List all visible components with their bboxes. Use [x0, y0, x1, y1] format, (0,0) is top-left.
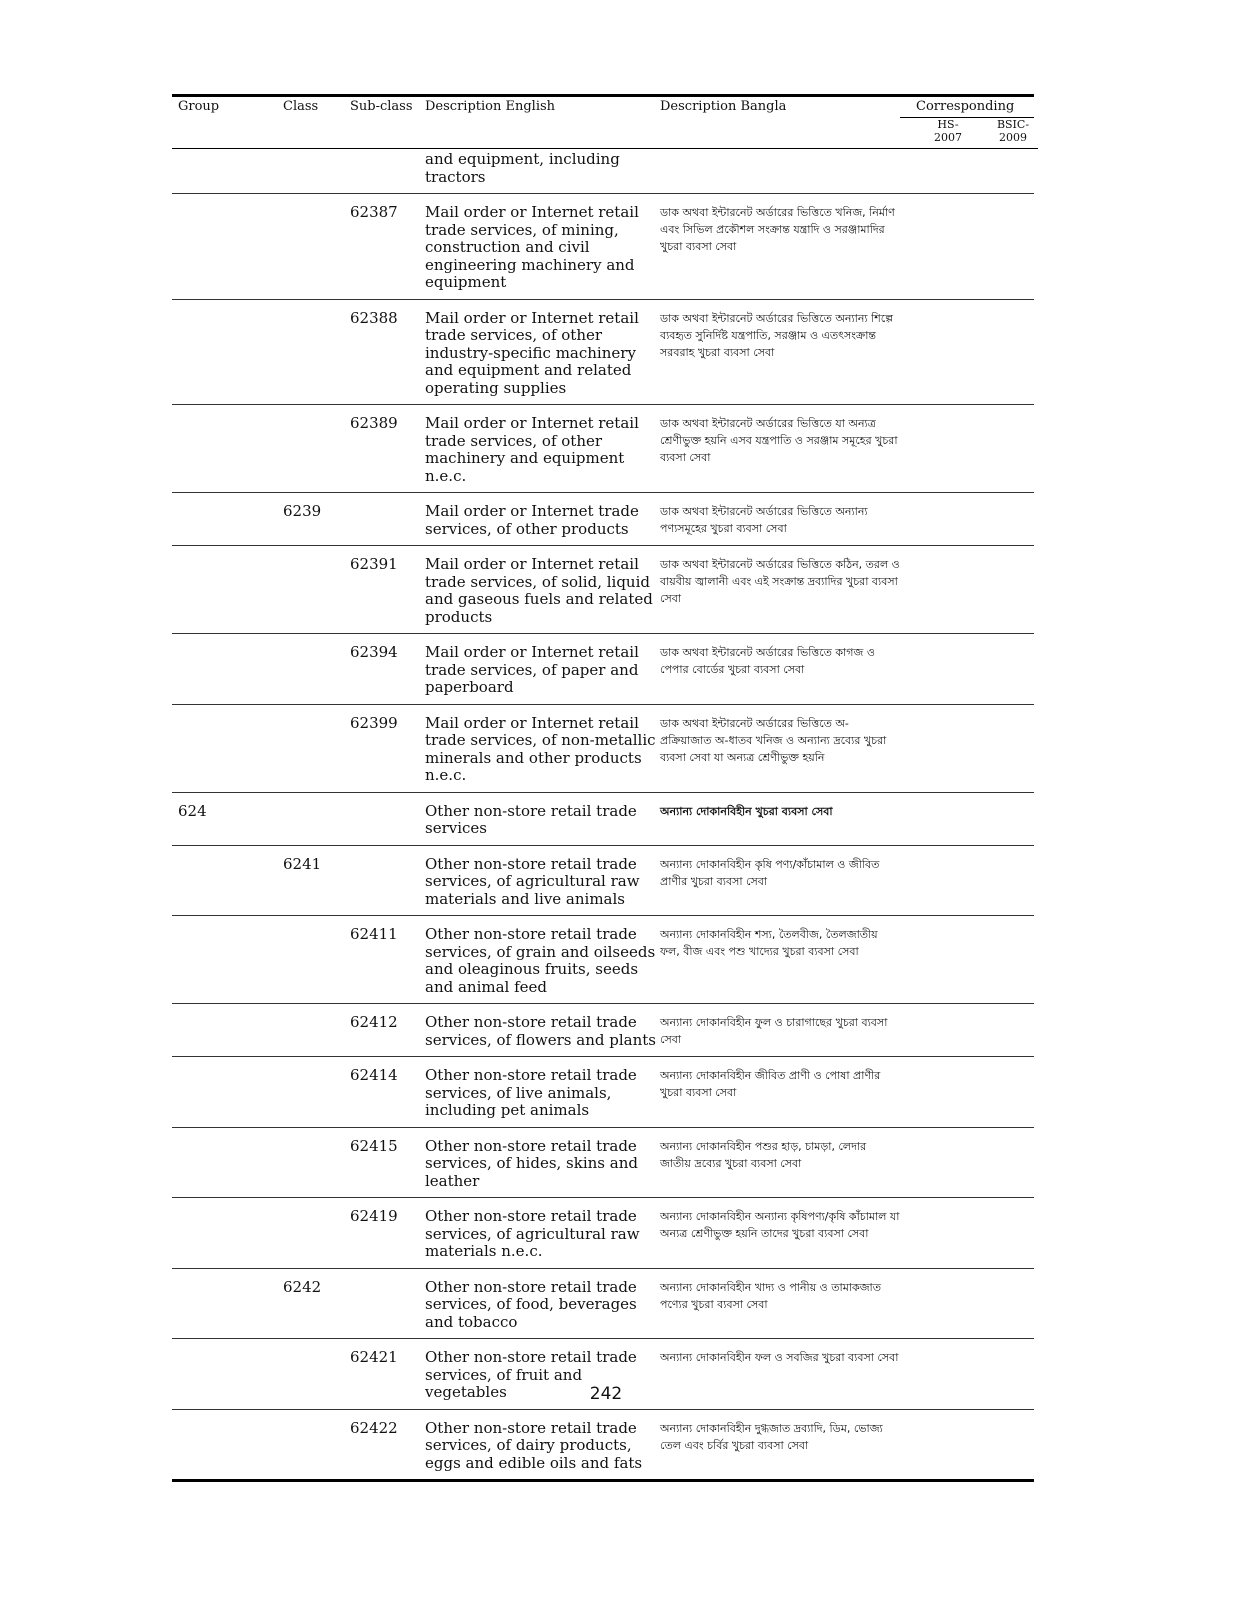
header-group: Group [178, 99, 220, 114]
cell-subclass: 62388 [350, 308, 398, 327]
table-row [172, 300, 1034, 406]
table-row [172, 705, 1034, 793]
table-row [172, 1410, 1034, 1483]
cell-subclass: 62389 [350, 414, 398, 432]
classification-table [172, 94, 1034, 1482]
cell-description-bangla: অন্যান্য দোকানবিহীন শস্য, তৈলবীজ, তৈলজাতীয় ফল, বীজ এবং পশু খাদ্যের খুচরা ব্যবসা সেবা [660, 928, 878, 958]
header-hs-2007: HS- 2007 [934, 118, 962, 144]
cell-subclass: 62412 [350, 1013, 398, 1031]
cell-group [172, 644, 283, 697]
table-row [172, 1128, 1034, 1199]
page-number: 242 [589, 1384, 623, 1404]
cell-subclass: 62391 [350, 555, 398, 573]
header-description-bangla: Description Bangla [660, 99, 787, 114]
cell-description-bangla [660, 151, 900, 186]
cell-group [172, 1279, 283, 1332]
header-divider [172, 148, 1038, 149]
table-row [172, 916, 1034, 1004]
cell-subclass [350, 856, 425, 909]
cell-description-english: Mail order or Internet retail trade services, of other industry-specific machinery and equipment and related operating supplies [425, 308, 639, 397]
cell-group [172, 1208, 283, 1261]
cell-class [283, 1067, 350, 1120]
cell-group [172, 556, 283, 626]
cell-description-bangla: ডাক অথবা ইন্টারনেট অর্ডারের ভিত্তিতে কাগজ ও পেপার বোর্ডের খুচরা ব্যবসা সেবা [660, 646, 875, 676]
header-class: Class [283, 99, 319, 114]
cell-class [283, 1208, 350, 1261]
table-row [172, 793, 1034, 846]
table-row [172, 634, 1034, 705]
cell-subclass: 62387 [350, 203, 398, 221]
cell-description-bangla: ডাক অথবা ইন্টারনেট অর্ডারের ভিত্তিতে কঠিন, তরল ও বায়বীয় জ্বালানী এবং এই সংক্রান্ত দ্রব্যাদির খুচরা ব্যবসা সেবা [660, 558, 900, 605]
cell-class [283, 926, 350, 996]
cell-description-english: Other non-store retail trade services, of grain and oilseeds and oleaginous fruits, seeds and animal feed [425, 925, 656, 996]
header-subclass: Sub-class [350, 99, 413, 114]
cell-description-bangla: অন্যান্য দোকানবিহীন দুগ্ধজাত দ্রব্যাদি, ডিম, ভোজ্য তেল এবং চর্বির খুচরা ব্যবসা সেবা [660, 1421, 883, 1452]
cell-description-bangla: অন্যান্য দোকানবিহীন অন্যান্য কৃষিপণ্য/কৃষি কাঁচামাল যা অন্যত্র শ্রেণীভুক্ত হয়নি তাদের খুচরা ব্যবসা সেবা [660, 1210, 900, 1240]
cell-subclass: 62422 [350, 1418, 398, 1437]
cell-subclass: 62399 [350, 713, 398, 732]
cell-class [283, 715, 350, 785]
cell-description-english: Mail order or Internet retail trade services, of non-metallic minerals and other products n.e.c. [425, 713, 656, 784]
table-row [172, 1198, 1034, 1269]
header-description-english: Description English [425, 99, 556, 114]
cell-subclass: 62421 [350, 1348, 398, 1366]
cell-group [172, 415, 283, 485]
table-row [172, 546, 1034, 634]
cell-group [172, 926, 283, 996]
cell-class [283, 1138, 350, 1191]
cell-description-english: Mail order or Internet retail trade services, of solid, liquid and gaseous fuels and related products [425, 555, 653, 626]
table-row [172, 1057, 1034, 1128]
cell-subclass [350, 503, 425, 538]
table-row [172, 405, 1034, 493]
cell-class: 6242 [283, 1277, 322, 1296]
cell-class [283, 556, 350, 626]
cell-class: 6239 [283, 502, 322, 520]
cell-description-english: Other non-store retail trade services, of fruit and vegetables [425, 1348, 637, 1401]
cell-description-bangla: অন্যান্য দোকানবিহীন পশুর হাড়, চামড়া, লেদার জাতীয় দ্রব্যের খুচরা ব্যবসা সেবা [660, 1139, 867, 1170]
cell-description-english: Other non-store retail trade services, of agricultural raw materials and live animals [425, 854, 640, 908]
cell-description-bangla: অন্যান্য দোকানবিহীন ফল ও সবজির খুচরা ব্যবসা সেবা [660, 1351, 899, 1364]
cell-description-bangla: অন্যান্য দোকানবিহীন ফুল ও চারাগাছের খুচরা ব্যবসা সেবা [660, 1016, 888, 1046]
cell-group [172, 151, 283, 186]
cell-class [283, 644, 350, 697]
cell-group [172, 204, 283, 292]
header-bsic-2009: BSIC- 2009 [996, 118, 1030, 144]
table-row [172, 149, 1034, 194]
cell-description-bangla: অন্যান্য দোকানবিহীন কৃষি পণ্য/কাঁচামাল ও জীবিত প্রাণীর খুচরা ব্যবসা সেবা [660, 857, 880, 888]
cell-description-english: Mail order or Internet trade services, of other products [425, 502, 639, 538]
cell-description-english: Other non-store retail trade services, of live animals, including pet animals [425, 1066, 637, 1119]
cell-description-english: Other non-store retail trade services, of flowers and plants [425, 1013, 656, 1049]
cell-class [283, 1420, 350, 1473]
cell-group: 624 [178, 801, 207, 820]
cell-description-english: Other non-store retail trade services, of dairy products, eggs and edible oils and fats [425, 1418, 643, 1472]
cell-group [172, 1138, 283, 1191]
cell-group [172, 1420, 283, 1473]
cell-subclass: 62415 [350, 1136, 398, 1155]
cell-description-english: Mail order or Internet retail trade services, of mining, construction and civil engineering machinery and equipment [425, 203, 639, 291]
table-header [172, 94, 1034, 149]
cell-subclass: 62394 [350, 643, 398, 661]
cell-description-bangla: ডাক অথবা ইন্টারনেট অর্ডারের ভিত্তিতে অ-প্রক্রিয়াজাত অ-ধাতব খনিজ ও অন্যান্য দ্রব্যের খুচরা ব্যবসা সেবা যা অন্যত্র শ্রেণীভুক্ত হয়নি [660, 716, 887, 764]
cell-class: 6241 [283, 854, 322, 873]
cell-subclass: 62411 [350, 925, 398, 943]
cell-group [172, 310, 283, 398]
cell-class [283, 803, 350, 838]
table-row [172, 846, 1034, 917]
cell-class [283, 1014, 350, 1049]
cell-subclass [350, 1279, 425, 1332]
table-row [172, 493, 1034, 546]
cell-description-bangla: অন্যান্য দোকানবিহীন জীবিত প্রাণী ও পোষা প্রাণীর খুচরা ব্যবসা সেবা [660, 1069, 881, 1099]
cell-subclass [350, 151, 425, 186]
cell-subclass: 62414 [350, 1066, 398, 1084]
cell-description-english: Mail order or Internet retail trade services, of other machinery and equipment n.e.c. [425, 414, 639, 485]
cell-description-bangla: অন্যান্য দোকানবিহীন খুচরা ব্যবসা সেবা [660, 804, 833, 818]
cell-class [283, 204, 350, 292]
cell-description-bangla: ডাক অথবা ইন্টারনেট অর্ডারের ভিত্তিতে খনিজ, নির্মাণ এবং সিভিল প্রকৌশল সংক্রান্ত যন্ত্রাদি ও সরঞ্জামাদির খুচরা ব্যবসা সেবা [660, 206, 895, 253]
cell-class [283, 310, 350, 398]
table-row [172, 194, 1034, 300]
cell-description-english: Other non-store retail trade services, of hides, skins and leather [425, 1136, 638, 1190]
cell-group [172, 856, 283, 909]
cell-class [283, 415, 350, 485]
table-row [172, 1004, 1034, 1057]
cell-subclass [350, 803, 425, 838]
header-corresponding: Corresponding [916, 99, 1015, 114]
cell-group [172, 715, 283, 785]
cell-description-bangla: ডাক অথবা ইন্টারনেট অর্ডারের ভিত্তিতে অন্যান্য পণ্যসমূহের খুচরা ব্যবসা সেবা [660, 505, 868, 535]
cell-group [172, 1014, 283, 1049]
cell-description-english: Other non-store retail trade services, of food, beverages and tobacco [425, 1277, 637, 1331]
cell-description-bangla: অন্যান্য দোকানবিহীন খাদ্য ও পানীয় ও তামাকজাত পণ্যের খুচরা ব্যবসা সেবা [660, 1280, 881, 1311]
cell-subclass: 62419 [350, 1207, 398, 1225]
cell-group [172, 503, 283, 538]
cell-group [172, 1067, 283, 1120]
cell-description-english: Mail order or Internet retail trade services, of paper and paperboard [425, 643, 639, 696]
cell-description-bangla: ডাক অথবা ইন্টারনেট অর্ডারের ভিত্তিতে অন্যান্য শিল্পে ব্যবহৃত সুনির্দিষ্ট যন্ত্রপাতি, সরঞ্জাম ও এতৎসংক্রান্ত সরবরাহ খুচরা ব্যবসা সেবা [660, 311, 894, 359]
cell-class [283, 151, 350, 186]
cell-description-english: Other non-store retail trade services, of agricultural raw materials n.e.c. [425, 1207, 640, 1260]
cell-description-bangla: ডাক অথবা ইন্টারনেট অর্ডারের ভিত্তিতে যা অন্যত্র শ্রেণীভুক্ত হয়নি এসব যন্ত্রপাতি ও সরঞ্জাম সমূহের খুচরা ব্যবসা সেবা [660, 417, 898, 464]
cell-description-english: and equipment, including tractors [425, 150, 620, 186]
cell-description-english: Other non-store retail trade services [425, 801, 637, 837]
table-row [172, 1269, 1034, 1340]
table-body [172, 149, 1034, 1482]
